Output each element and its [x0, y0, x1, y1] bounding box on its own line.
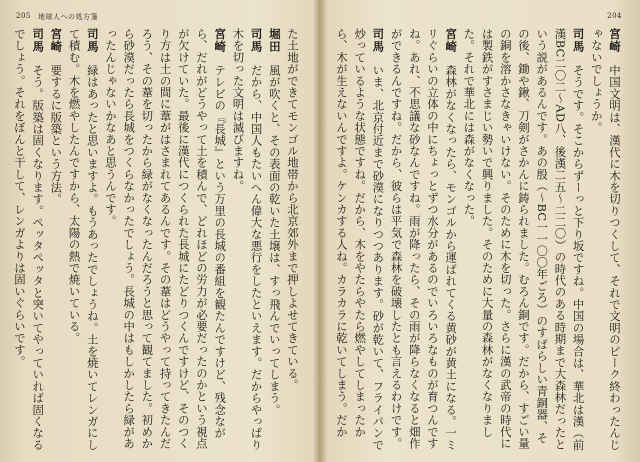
dialogue-paragraph [334, 28, 387, 454]
speaker-name: 司馬 [31, 28, 46, 53]
speaker-name: 司馬 [371, 28, 386, 53]
page-body-text [12, 28, 302, 454]
dialogue-text: 要するに版築という方法。 [49, 64, 64, 205]
dialogue-paragraph [47, 28, 65, 454]
dialogue-text: 緑はあったと思いますよ。もうあったでしょうね。土を焼いてレンガにして積む。木を燃やしたんですから、太陽の熱で焼いている。 [67, 28, 100, 451]
dialogue-text: た土地ができてモンゴル地帯から北京郊外まで押しよせてきている。 [286, 28, 300, 391]
speaker-name: 宮崎 [608, 28, 622, 53]
dialogue-paragraph [387, 28, 460, 454]
dialogue-text: だから、中国人もたいへん偉大な悪行をしたといえます。だからやっぱり木を切った文明は滅びますね。 [231, 28, 264, 451]
speaker-name: 司馬 [249, 28, 264, 53]
speaker-name: 司馬 [571, 28, 586, 53]
dialogue-text: そう。版築は固くなります。ペッタペッタと突いてやっていれば固くなるでしょう。それをぼんと干して、レンガよりは固いぐらいです。 [12, 28, 46, 451]
dialogue-paragraph [588, 28, 624, 454]
page-number: 205 [16, 12, 31, 20]
right-page [328, 0, 640, 462]
dialogue-paragraph [460, 28, 587, 454]
dialogue-text: 風が吹くと、その表面の乾いた土壌は、すっ飛んでいってしまう。 [267, 64, 282, 416]
dialogue-paragraph [284, 28, 302, 454]
dialogue-text: そうです。そこからずーっと下り坂ですね。中国の場合は、華北は漢（前漢BC二〇二〜AD八、後漢二五〜二二〇）の時代のある時期まで大森林だったという説があるんです。あの殷（〜BC一一〇〇年ごろ）のすばらしい青銅器、その後、鋤や鍬、刀剣がさかんに鋳られました。むろん銅です。だから、すごい量の銅を溶かさなきゃいけない。そのために木を切った。さらに漢の武帝の時代には製鉄がすさまじい勢いで興りました。そのために大量の森林がなくなりました。それで華北には森がなくなった。 [462, 28, 586, 451]
book-gutter [312, 0, 328, 462]
page-number: 204 [607, 12, 622, 20]
speaker-name: 堀田 [267, 28, 282, 53]
dialogue-paragraph [12, 28, 47, 454]
dialogue-text: 中国文明は、漢代に木を切りつくして、それで文明のピーク終わったんじゃないでしょうか。 [589, 28, 622, 451]
dialogue-paragraph [102, 28, 229, 454]
dialogue-text: 森林がなくなったら、モンゴルから運ばれてくる黄砂が黄土になる。一ミリぐらいの立体の中にちょっとずつ水分があるのでいろいろなものが育つんですね。あれ、不思議な砂なんですね。雨が降ったら、その雨が降らなくなると畑作ができるんですね。だから、彼らは平気で森林を破壊したとも言えるわけです。 [389, 28, 459, 451]
running-head: 地球人への処方箋 [38, 13, 98, 21]
dialogue-paragraph [266, 28, 284, 454]
speaker-name: 宮崎 [444, 28, 459, 53]
dialogue-paragraph [229, 28, 265, 454]
dialogue-text: いま、北京付近まで砂漠になりつつあります。砂が乾いて、フライパンで炒っているような状態ですね。だから、木をやたらやたら燃やしてしまったから、木が生えないんですよ。ケンカする人ね。カラカラに乾いてしまう。だか [334, 28, 386, 451]
left-page [0, 0, 312, 462]
speaker-name: 宮崎 [213, 28, 228, 53]
dialogue-paragraph [65, 28, 101, 454]
page-body-text [334, 28, 624, 454]
dialogue-text: テレビの『長城』という万里の長城の番組を観たんですけど、残念ながら、だれがどうやって土を積んで、どれほどの労力が必要だったのかという視点が欠けていた。最後に漢代につくられた長城にたどりつくんですけど、そのつくり方は土の間に葦がはさまれてあるんです。その葦はどうやって持ってきたんだろう、その葦を切ったから緑がなくなったんだろうと思って観てました。初めから砂漠だったら長城をつくらなかったでしょう。長城の中はもしかしたら緑があったんじゃないかなあと思うんです。 [103, 28, 228, 450]
speaker-name: 宮崎 [49, 28, 64, 53]
speaker-name: 司馬 [85, 28, 100, 53]
